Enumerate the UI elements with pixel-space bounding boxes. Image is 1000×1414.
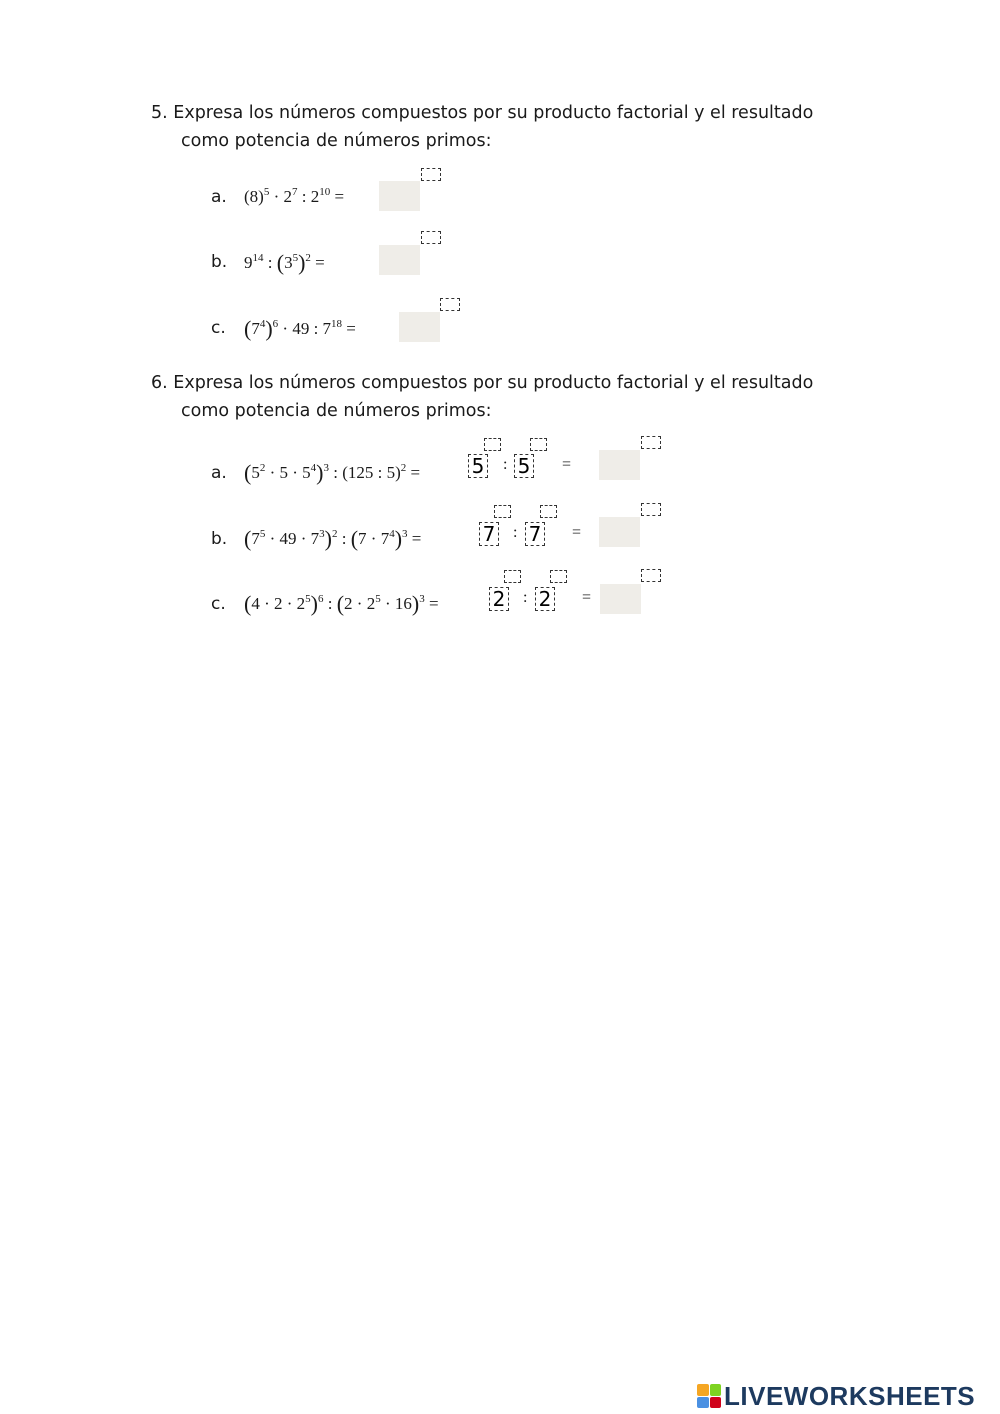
exponent-6b-1-input[interactable] bbox=[494, 505, 511, 518]
exponent-6a-1-input[interactable] bbox=[484, 438, 501, 451]
base-6b-2: 7 bbox=[525, 522, 545, 546]
answer-6b-exponent-input[interactable] bbox=[641, 503, 661, 516]
item-6b-letter: b. bbox=[211, 529, 228, 549]
item-5b-expression: $9^{14}$ : $(3^5)^2$ = bbox=[244, 250, 325, 275]
answer-5c-base-input[interactable] bbox=[399, 312, 440, 342]
item-5a-expression: $(8)^5 \cdot 2^7$ : $2^{10}$ = bbox=[244, 186, 345, 206]
item-6c-letter: c. bbox=[211, 594, 226, 614]
exponent-6a-2-input[interactable] bbox=[530, 438, 547, 451]
answer-5c-exponent-input[interactable] bbox=[440, 298, 460, 311]
answer-6a-exponent-input[interactable] bbox=[641, 436, 661, 449]
equals-6b: = bbox=[572, 524, 582, 541]
section-6-number: 6. bbox=[151, 373, 168, 393]
base-6a-2: 5 bbox=[514, 454, 534, 478]
base-6c-2: 2 bbox=[535, 587, 555, 611]
exponent-6c-2-input[interactable] bbox=[550, 570, 567, 583]
item-5c-letter: c. bbox=[211, 318, 226, 338]
logo-square-2 bbox=[710, 1384, 722, 1396]
equals-6c: = bbox=[582, 589, 592, 606]
item-6c-expression: $(4 \cdot 2 \cdot 2^5)^6$ : $(2 \cdot 2^5 \cdot 16)^3$ = bbox=[244, 591, 439, 616]
section-5-heading-line1: Expresa los números compuestos por su producto factorial y el resultado bbox=[173, 103, 814, 123]
logo-square-3 bbox=[697, 1397, 709, 1409]
logo-text: LIVEWORKSHEETS bbox=[724, 1380, 976, 1411]
answer-5a-base-input[interactable] bbox=[379, 181, 420, 211]
item-5c-expression: $(7^4)^6 \cdot 49$ : $7^{18}$ = bbox=[244, 316, 356, 341]
section-5-heading-line2: como potencia de números primos: bbox=[181, 131, 492, 151]
base-6b-1: 7 bbox=[479, 522, 499, 546]
answer-6c-base-input[interactable] bbox=[600, 584, 641, 614]
exponent-6c-1-input[interactable] bbox=[504, 570, 521, 583]
answer-6b-base-input[interactable] bbox=[599, 517, 640, 547]
item-6b-expression: $(7^5 \cdot 49 \cdot 7^3)^2$ : $(7 \cdot 7^4)^3$ = bbox=[244, 526, 422, 551]
item-6a-letter: a. bbox=[211, 463, 227, 483]
answer-6a-base-input[interactable] bbox=[599, 450, 640, 480]
equals-6a: = bbox=[562, 456, 572, 473]
base-6a-1: 5 bbox=[468, 454, 488, 478]
section-6-heading-line2: como potencia de números primos: bbox=[181, 401, 492, 421]
section-6-heading bbox=[151, 369, 911, 425]
logo-square-4 bbox=[710, 1397, 722, 1409]
logo-square-1 bbox=[697, 1384, 709, 1396]
colon-6c: : bbox=[523, 589, 528, 606]
exponent-6b-2-input[interactable] bbox=[540, 505, 557, 518]
base-6c-1: 2 bbox=[489, 587, 509, 611]
answer-5b-base-input[interactable] bbox=[379, 245, 420, 275]
item-5b-letter: b. bbox=[211, 252, 228, 272]
logo-icon bbox=[697, 1384, 721, 1408]
answer-6c-exponent-input[interactable] bbox=[641, 569, 661, 582]
answer-5a-exponent-input[interactable] bbox=[421, 168, 441, 181]
section-5-number: 5. bbox=[151, 103, 168, 123]
colon-6b: : bbox=[513, 524, 518, 541]
answer-5b-exponent-input[interactable] bbox=[421, 231, 441, 244]
item-6a-expression: $(5^2 \cdot 5 \cdot 5^4)^3$ : (125 : 5)$^2$ = bbox=[244, 460, 421, 485]
item-5a-letter: a. bbox=[211, 187, 227, 207]
section-5-heading bbox=[151, 99, 911, 155]
colon-6a: : bbox=[503, 456, 508, 473]
section-6-heading-line1: Expresa los números compuestos por su producto factorial y el resultado bbox=[173, 373, 814, 393]
liveworksheets-logo bbox=[697, 1380, 976, 1411]
